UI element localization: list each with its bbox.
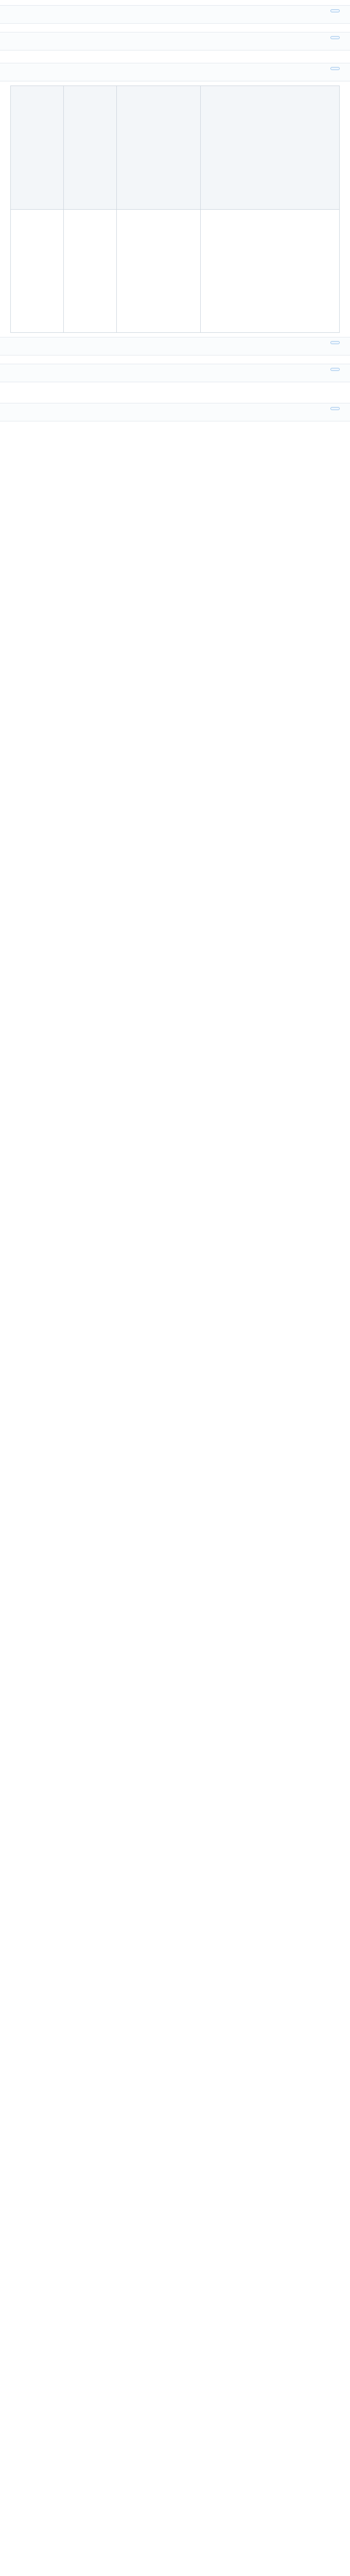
all-exercises-button[interactable] xyxy=(330,67,340,70)
exercise-header-5 xyxy=(0,364,350,382)
example-cell xyxy=(201,209,340,333)
all-exercises-button[interactable] xyxy=(330,9,340,12)
usage-cell xyxy=(117,209,201,333)
all-exercises-button[interactable] xyxy=(330,368,340,371)
present-simple-table xyxy=(10,86,340,333)
all-exercises-button[interactable] xyxy=(330,407,340,410)
exercise-header-4 xyxy=(0,337,350,355)
col-header xyxy=(64,86,117,210)
col-header xyxy=(11,86,64,210)
exercise-header-1 xyxy=(0,5,350,24)
exercise-header-2 xyxy=(0,32,350,50)
all-exercises-button[interactable] xyxy=(330,341,340,344)
exercise-header-3 xyxy=(0,63,350,81)
aux-cell xyxy=(64,209,117,333)
tense-cell xyxy=(11,209,64,333)
all-exercises-button[interactable] xyxy=(330,36,340,39)
col-header xyxy=(117,86,201,210)
exercise-header-6 xyxy=(0,403,350,421)
page xyxy=(0,0,350,421)
col-header xyxy=(201,86,340,210)
